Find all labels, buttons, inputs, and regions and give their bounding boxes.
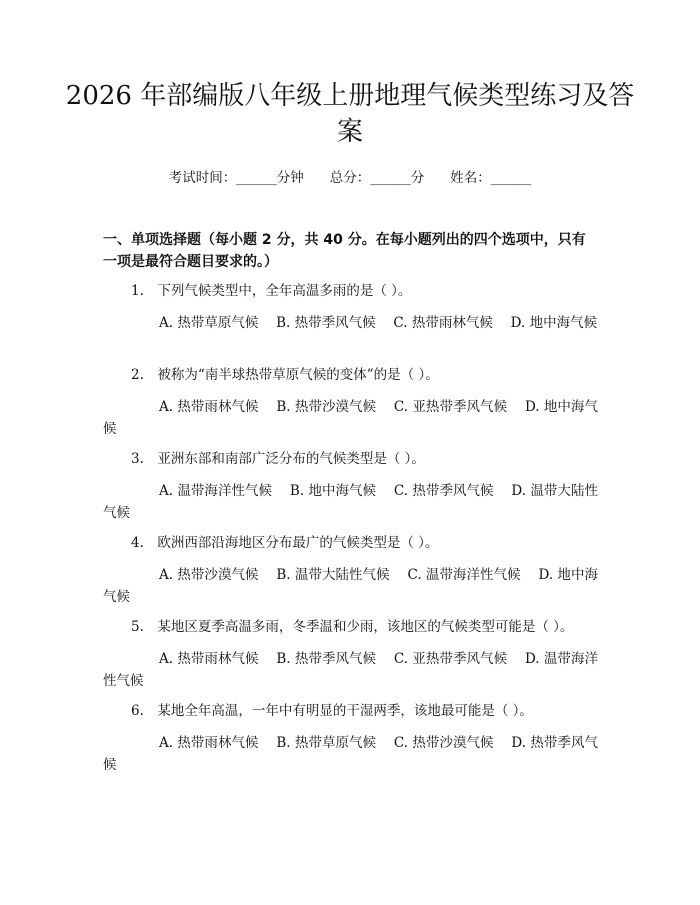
question-options: A. 热带雨林气候 B. 热带季风气候 C. 亚热带季风气候 D. 温带海洋性气候	[103, 651, 598, 689]
document-title: 2026 年部编版八年级上册地理气候类型练习及答案	[65, 81, 635, 147]
question-item	[103, 280, 598, 334]
question-stem: 3. 亚洲东部和南部广泛分布的气候类型是（ ）。	[131, 451, 425, 467]
question-item	[103, 364, 598, 440]
question-options: A. 温带海洋性气候 B. 地中海气候 C. 热带季风气候 D. 温带大陆性气候	[103, 483, 598, 521]
total-score-field: 总分：______分	[329, 170, 425, 186]
question-stem: 2. 被称为“南半球热带草原气候的变体”的是（ ）。	[131, 367, 439, 383]
exam-time-field: 考试时间：______分钟	[168, 170, 304, 186]
question-item	[103, 616, 598, 692]
question-options: A. 热带雨林气候 B. 热带草原气候 C. 热带沙漠气候 D. 热带季风气候	[103, 735, 598, 773]
question-item	[103, 448, 598, 524]
exam-meta-line	[0, 168, 700, 188]
question-stem: 1. 下列气候类型中，全年高温多雨的是（ ）。	[131, 283, 412, 299]
question-options: A. 热带草原气候 B. 热带季风气候 C. 热带雨林气候 D. 地中海气候	[159, 315, 598, 331]
question-stem: 6. 某地全年高温，一年中有明显的干湿两季，该地最可能是（ ）。	[131, 703, 533, 719]
section-heading: 一、单项选择题（每小题 2 分，共 40 分。在每小题列出的四个选项中，只有一项是最符合题目要求的。）	[103, 232, 586, 270]
question-options: A. 热带沙漠气候 B. 温带大陆性气候 C. 温带海洋性气候 D. 地中海气候	[103, 567, 598, 605]
question-item	[103, 532, 598, 608]
student-name-field: 姓名：______	[450, 170, 532, 186]
question-options: A. 热带雨林气候 B. 热带沙漠气候 C. 亚热带季风气候 D. 地中海气候	[103, 399, 598, 437]
question-stem: 4. 欧洲西部沿海地区分布最广的气候类型是（ ）。	[131, 535, 439, 551]
question-item	[103, 700, 598, 776]
question-stem: 5. 某地区夏季高温多雨，冬季温和少雨，该地区的气候类型可能是（ ）。	[131, 619, 574, 635]
